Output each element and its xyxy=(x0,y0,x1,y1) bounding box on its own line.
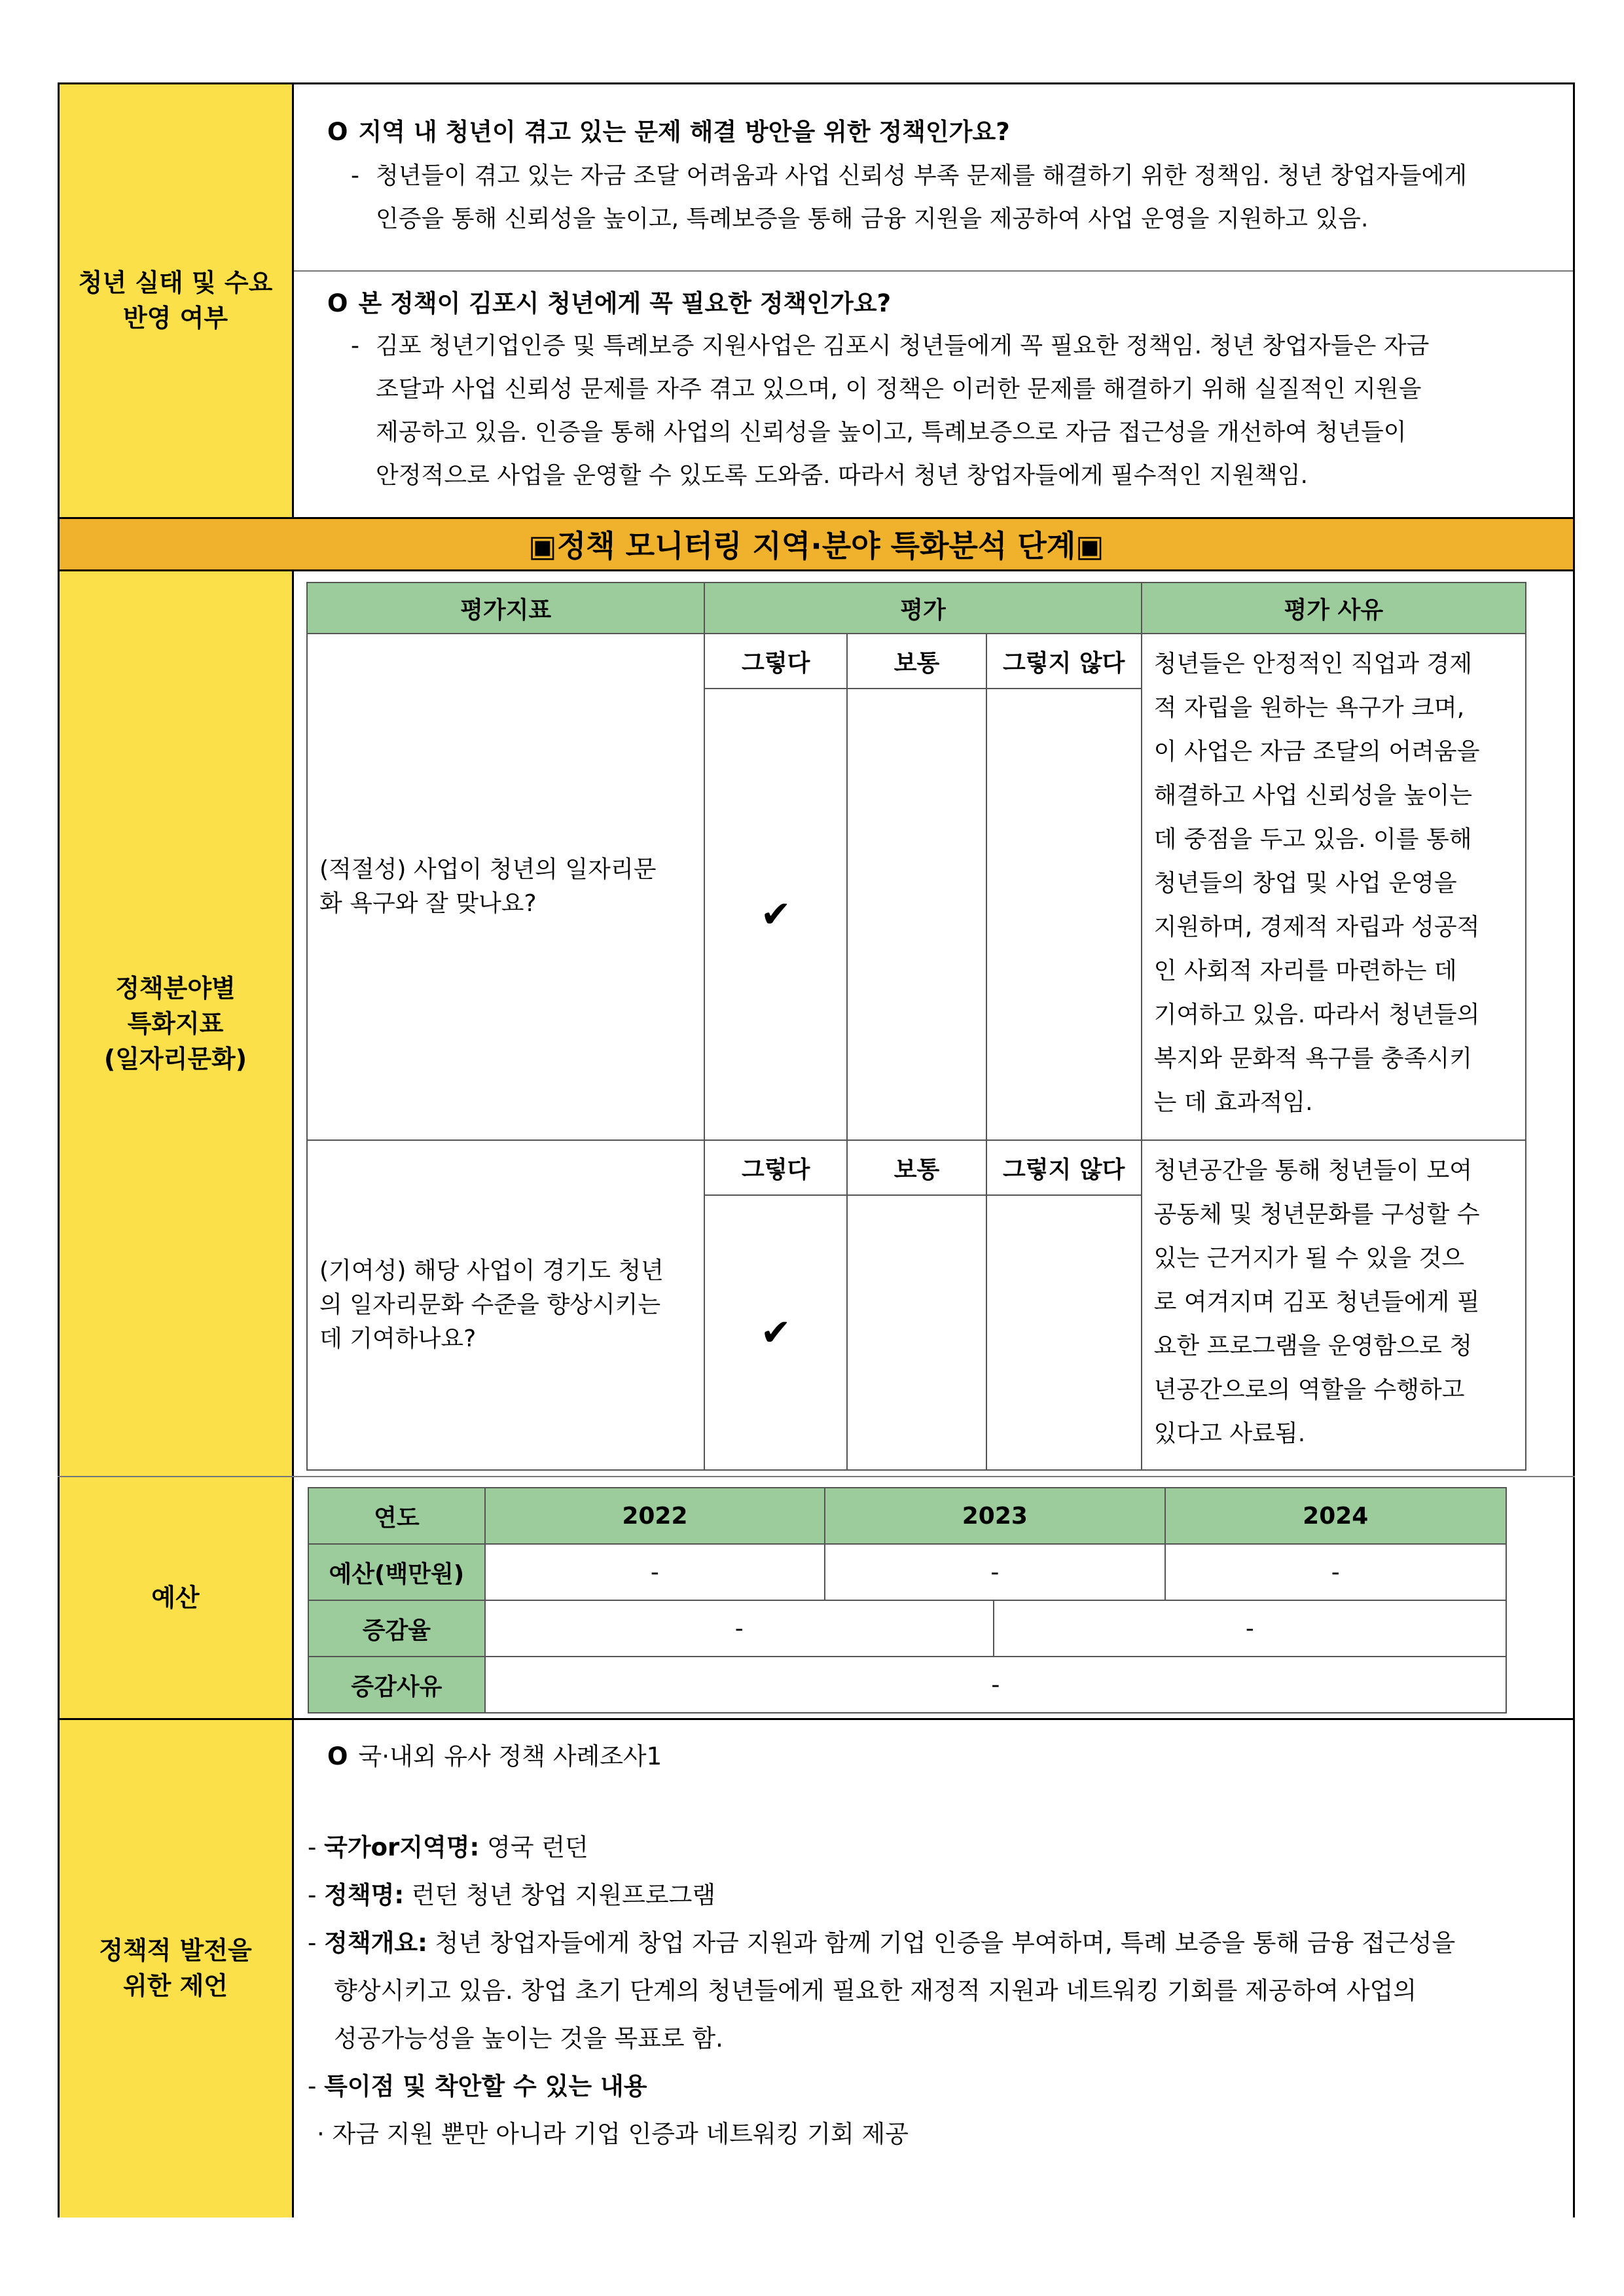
section2.row1.reason-line: 인 사회적 자리를 마련하는 데 xyxy=(1153,958,1457,984)
section1-label-line2: 반영 여부 xyxy=(122,303,228,332)
reason-2 xyxy=(1142,1140,1526,1470)
option-neutral: 보통 xyxy=(847,634,986,689)
section-title-bar: ▣정책 모니터링 지역·분야 특화분석 단계▣ xyxy=(58,518,1575,570)
section1-label-line1: 청년 실태 및 수요 xyxy=(78,268,273,297)
section2.row1.reason-line: 는 데 효과적임. xyxy=(1153,1089,1313,1116)
section1-label xyxy=(58,82,293,518)
overview-line2: 향상시키고 있음. 창업 초기 단계의 청년들에게 필요한 재정적 지원과 네트워킹 기회를 제공하여 사업의 xyxy=(334,1977,1417,2005)
case-study-title: O 국·내외 유사 정책 사례조사1 xyxy=(327,1742,662,1770)
frame-right-border xyxy=(1573,82,1575,2217)
option-neutral: 보통 xyxy=(847,1140,986,1195)
section2.row1.reason-line: 청년들의 창업 및 사업 운영을 xyxy=(1153,870,1457,897)
section2.row1.reason-line: 복지와 문화적 욕구를 충족시키 xyxy=(1153,1045,1473,1072)
row-divider xyxy=(58,1718,1575,1720)
section2.row2.reason-line: 공동체 및 청년문화를 구성할 수 xyxy=(1153,1201,1480,1228)
section3-label-text: 예산 xyxy=(151,1583,200,1612)
case-study-body xyxy=(308,1823,1564,2158)
label-divider xyxy=(292,82,294,518)
row-divider xyxy=(58,569,1575,571)
change-reason-value: - xyxy=(485,1657,1506,1713)
country-line: - 국가or지역명: 영국 런던 xyxy=(308,1833,588,1861)
option-yes: 그렇다 xyxy=(704,634,847,689)
change-reason-label: 증감사유 xyxy=(308,1657,485,1713)
row-divider xyxy=(58,1476,1575,1477)
bullet-icon: O xyxy=(327,118,348,146)
section2.row1.reason-line: 데 중점을 두고 있음. 이를 통해 xyxy=(1153,826,1472,853)
section2-content xyxy=(293,570,1575,1477)
special-item: · 자금 지원 뿐만 아니라 기업 인증과 네트워킹 기회 제공 xyxy=(317,2120,909,2148)
special-line: - 특이점 및 착안할 수 있는 내용 xyxy=(308,2072,647,2100)
section4-label-line2: 위한 제언 xyxy=(122,1971,228,2000)
option-no: 그렇지 않다 xyxy=(986,634,1142,689)
budget-2023: - xyxy=(825,1544,1164,1600)
section2.row2.reason-line: 있다고 사료됨. xyxy=(1153,1420,1306,1447)
header-indicator: 평가지표 xyxy=(307,583,704,634)
section1-content xyxy=(293,82,1575,518)
year-2023: 2023 xyxy=(825,1488,1164,1544)
change-rate-2: - xyxy=(994,1600,1506,1657)
section2-label-line1: 정책분야별 xyxy=(115,973,236,1003)
check-icon: ✔ xyxy=(704,689,847,1140)
policy-form xyxy=(58,82,1575,2217)
section2-label xyxy=(58,570,293,1477)
answer-1: - 청년들이 겪고 있는 자금 조달 어려움과 사업 신뢰성 부족 문제를 해결하기 위한 정책임. 청년 창업자들에게 인증을 통해 신뢰성을 높이고, 특례보증을 통해 금융 지원을 제공하여 사업 운영을 지원하고 있음. xyxy=(351,154,1568,241)
section4-label xyxy=(58,1719,293,2217)
policy-line: - 정책명: 런던 청년 창업 지원프로그램 xyxy=(308,1881,716,1909)
bullet-icon: O xyxy=(327,289,348,317)
row-divider xyxy=(58,517,1575,519)
header-reason: 평가 사유 xyxy=(1142,583,1526,634)
overview-line3: 성공가능성을 높이는 것을 목표로 함. xyxy=(334,2024,723,2053)
section2-label-line2: 특화지표 xyxy=(127,1009,224,1038)
section2.row1.reason-line: 해결하고 사업 신뢰성을 높이는 xyxy=(1153,782,1473,809)
indicator-1: (적절성) 사업이 청년의 일자리문 화 욕구와 잘 맞나요? xyxy=(307,634,704,1140)
dash-icon: - xyxy=(351,332,359,359)
section3-label xyxy=(58,1477,293,1719)
budget-2024: - xyxy=(1165,1544,1506,1600)
section1-divider xyxy=(293,270,1575,272)
section4-label-line1: 정책적 발전을 xyxy=(99,1936,252,1965)
frame-left-border xyxy=(58,82,60,2217)
section2-label-line3: (일자리문화) xyxy=(103,1044,247,1073)
check-icon: ✔ xyxy=(704,1195,847,1470)
change-rate-1: - xyxy=(485,1600,994,1657)
section2.row1.reason-line: 이 사업은 자금 조달의 어려움을 xyxy=(1153,738,1480,765)
year-header: 연도 xyxy=(308,1488,485,1544)
section2.row1.reason-line: 지원하며, 경제적 자립과 성공적 xyxy=(1153,914,1480,941)
section4-content xyxy=(293,1719,1575,2217)
overview-line: - 정책개요: 청년 창업자들에게 창업 자금 지원과 함께 기업 인증을 부여하며, 특례 보증을 통해 금융 접근성을 xyxy=(308,1929,1456,1957)
section2.row2.reason-line: 요한 프로그램을 운영함으로 청 xyxy=(1153,1333,1473,1359)
frame-top-border xyxy=(58,82,1575,84)
section2.row2.reason-line: 로 여겨지며 김포 청년들에게 필 xyxy=(1153,1289,1480,1316)
budget-label: 예산(백만원) xyxy=(308,1544,485,1600)
indicator-2: (기여성) 해당 사업이 경기도 청년 의 일자리문화 수준을 향상시키는 데 기여하나요? xyxy=(307,1140,704,1470)
dash-icon: - xyxy=(351,162,359,189)
option-no: 그렇지 않다 xyxy=(986,1140,1142,1195)
answer-2: - 김포 청년기업인증 및 특례보증 지원사업은 김포시 청년들에게 꼭 필요한 정책임. 청년 창업자들은 자금 조달과 사업 신뢰성 문제를 자주 겪고 있으며, 이 정책은 이러한 문제를 해결하기 위해 실질적인 지원을 제공하고 있음. 인증을 통해 사업의 신뢰성을 높이고, 특례보증으로 자금 접근성을 개선하여 청년들이 안정적으로 사업을 운영할 수 있도록 도와줌. 따라서 청년 창업자들에게 필수적인 지원책임. xyxy=(351,325,1568,497)
option-no-cell xyxy=(986,689,1142,1140)
option-neutral-cell xyxy=(847,689,986,1140)
option-no-cell xyxy=(986,1195,1142,1470)
section2.row1.reason-line: 청년들은 안정적인 직업과 경제 xyxy=(1153,651,1473,677)
year-2024: 2024 xyxy=(1165,1488,1506,1544)
budget-table xyxy=(308,1487,1507,1713)
change-rate-label: 증감율 xyxy=(308,1600,485,1657)
section2.row2.reason-line: 있는 근거지가 될 수 있을 것으 xyxy=(1153,1245,1465,1272)
option-yes: 그렇다 xyxy=(704,1140,847,1195)
year-2022: 2022 xyxy=(485,1488,825,1544)
question-1: O 지역 내 청년이 겪고 있는 문제 해결 방안을 위한 정책인가요? xyxy=(327,118,1010,146)
section2.row2.reason-line: 청년공간을 통해 청년들이 모여 xyxy=(1153,1157,1473,1184)
header-evaluation: 평가 xyxy=(704,583,1141,634)
bullet-icon: O xyxy=(327,1742,348,1770)
section3-content xyxy=(293,1477,1575,1719)
reason-1 xyxy=(1142,634,1526,1140)
label-divider xyxy=(292,570,294,2217)
section2.row1.reason-line: 기여하고 있음. 따라서 청년들의 xyxy=(1153,1001,1480,1028)
budget-2022: - xyxy=(485,1544,825,1600)
section2.row1.reason-line: 적 자립을 원하는 욕구가 크며, xyxy=(1153,694,1465,721)
option-neutral-cell xyxy=(847,1195,986,1470)
evaluation-table xyxy=(306,582,1526,1471)
section2.row2.reason-line: 년공간으로의 역할을 수행하고 xyxy=(1153,1376,1465,1403)
question-2: O 본 정책이 김포시 청년에게 꼭 필요한 정책인가요? xyxy=(327,289,892,317)
